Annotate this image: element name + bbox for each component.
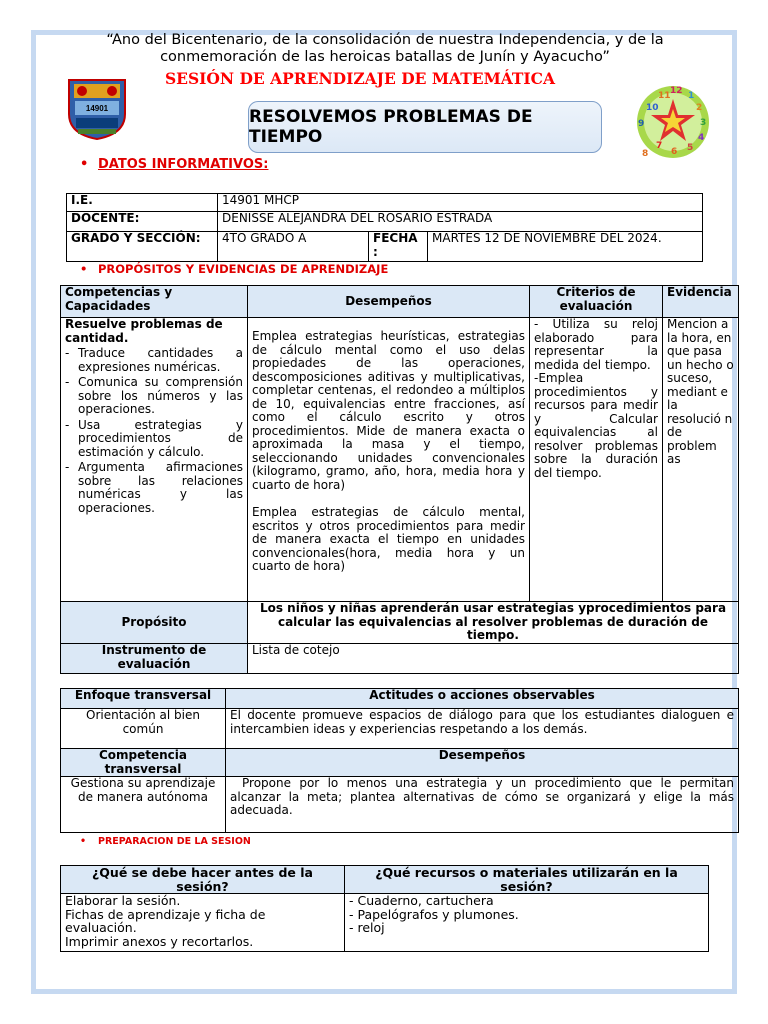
- school-logo: [66, 74, 128, 140]
- col-competencia-transversal: Competencia transversal: [61, 749, 226, 777]
- col-actitudes: Actitudes o acciones observables: [226, 689, 739, 709]
- enfoque-value: Orientación al bien común: [61, 709, 226, 749]
- logo-number: 14901: [85, 104, 109, 113]
- competencia-title: Resuelve problemas de cantidad.: [65, 317, 223, 345]
- clock-number: 8: [642, 149, 649, 159]
- capacidad-item: - Traduce cantidades a expresiones numéricas.: [65, 347, 243, 374]
- desempeno-1: Emplea estrategias heurísticas, estrategias de cálculo mental como el uso delas propiedades de las operaciones, descomposiciones aditivas y multiplicativas, completar centenas, el redondeo a múltiplos de 10, equivalencias entre fracciones, así como el cálculo escrito y otros procedimientos. Mide de manera exacta o aproximada la masa y el tiempo, seleccionando unidades convencionales (kilogramo, gramo, año, hora, media hora y cuarto de hora): [252, 329, 525, 492]
- evidencia-cell: Mencion a la hora, en que pasa un hecho o suceso, mediant e la resolució n de problem as: [663, 318, 739, 602]
- clock-number: 9: [638, 119, 645, 129]
- recursos-cell: [345, 894, 709, 952]
- fecha-value: MARTES 12 DE NOVIEMBRE DEL 2024.: [428, 232, 703, 262]
- preparacion-heading: • PREPARACION DE LA SESION: [80, 836, 251, 847]
- antes-item: Imprimir anexos y recortarlos.: [65, 933, 254, 949]
- fecha-label: FECHA :: [369, 232, 428, 262]
- antes-item: Elaborar la sesión.: [65, 893, 181, 908]
- proposito-label: Propósito: [61, 602, 248, 644]
- competencias-cell: [61, 318, 248, 602]
- docente-label: DOCENTE:: [67, 212, 218, 232]
- clock-number: 11: [658, 91, 671, 101]
- col-desempenos: Desempeños: [248, 286, 530, 318]
- datos-heading: • DATOS INFORMATIVOS:: [80, 157, 269, 172]
- clock-number: 5: [687, 143, 694, 153]
- antes-item: Fichas de aprendizaje y ficha de evaluación.: [65, 906, 266, 935]
- session-title: SESIÓN DE APRENDIZAJE DE MATEMÁTICA: [164, 69, 556, 88]
- proposito-value: Los niños y niñas aprenderán usar estrategias yprocedimientos para calcular las equivalencias al resolver problemas de duración de tiempo.: [248, 602, 739, 644]
- capacidad-item: - Usa estrategias y procedimientos de estimación y cálculo.: [65, 419, 243, 460]
- ie-value: 14901 MHCP: [218, 194, 703, 212]
- datos-table: [66, 193, 703, 262]
- recurso-item: - Papelógrafos y plumones.: [349, 906, 519, 922]
- propositos-heading: • PROPÓSITOS Y EVIDENCIAS DE APRENDIZAJE: [80, 262, 389, 276]
- main-title: RESOLVEMOS PROBLEMAS DE TIEMPO: [248, 101, 602, 153]
- actitud-value: El docente promueve espacios de diálogo para que los estudiantes dialoguen e intercambien ideas y experiencias respetando a los demás.: [226, 709, 739, 749]
- clock-number: 10: [646, 103, 659, 113]
- capacidad-item: - Argumenta afirmaciones sobre las relaciones numéricas y las operaciones.: [65, 461, 243, 515]
- col-criterios: Criterios de evaluación: [530, 286, 663, 318]
- recurso-item: - reloj: [349, 920, 385, 935]
- clock-illustration: [632, 82, 714, 164]
- clock-number: 7: [656, 141, 663, 151]
- antes-cell: [61, 894, 345, 952]
- col-recursos: ¿Qué recursos o materiales utilizarán en la sesión?: [345, 866, 709, 894]
- docente-value: DENISSE ALEJANDRA DEL ROSARIO ESTRADA: [218, 212, 703, 232]
- col-antes: ¿Qué se debe hacer antes de la sesión?: [61, 866, 345, 894]
- propositos-table: [60, 285, 739, 674]
- motto-line-1: “Ano del Bicentenario, de la consolidación de nuestra Independencia, y de la: [106, 32, 664, 48]
- motto-line-2: conmemoración de las heroicas batallas de Junín y Ayacucho”: [160, 49, 610, 65]
- clock-number: 3: [700, 118, 707, 128]
- capacidad-item: - Comunica su comprensión sobre los números y las operaciones.: [65, 376, 243, 417]
- instrumento-label: Instrumento de evaluación: [61, 644, 248, 674]
- instrumento-value: Lista de cotejo: [248, 644, 739, 674]
- grado-value: 4TO GRADO A: [218, 232, 369, 262]
- clock-number: 4: [698, 133, 705, 143]
- clock-number: 1: [688, 91, 695, 101]
- competencia-value: Gestiona su aprendizaje de manera autónoma: [61, 777, 226, 833]
- grado-label: GRADO Y SECCIÓN:: [67, 232, 218, 262]
- enfoque-table: [60, 688, 739, 833]
- ie-label: I.E.: [67, 194, 218, 212]
- desempeno-2: Emplea estrategias de cálculo mental, escritos y otros procedimientos para medir de manera exacta el tiempo en unidades convencionales(hora, media hora y un cuarto de hora): [252, 505, 525, 573]
- motto-text: [40, 32, 730, 66]
- col-competencias: Competencias y Capacidades: [61, 286, 248, 318]
- preparacion-table: [60, 865, 709, 952]
- col-enfoque: Enfoque transversal: [61, 689, 226, 709]
- clock-number: 6: [671, 147, 678, 157]
- recurso-item: - Cuaderno, cartuchera: [349, 893, 494, 908]
- clock-number: 12: [670, 86, 683, 96]
- col-desempenos-transversal: Desempeños: [226, 749, 739, 777]
- desempenos-cell: [248, 318, 530, 602]
- criterios-cell: - Utiliza su reloj elaborado para representar la medida del tiempo. -Emplea procedimientos y recursos para medir y Calcular equivalencias al resolver problemas sobre la duración del tiempo.: [530, 318, 663, 602]
- clock-number: 2: [696, 103, 703, 113]
- desempeno-transversal-value: Propone por lo menos una estrategia y un procedimiento que le permitan alcanzar la meta; plantea alternativas de cómo se organizará y elige la más adecuada.: [226, 777, 739, 833]
- col-evidencia: Evidencia: [663, 286, 739, 318]
